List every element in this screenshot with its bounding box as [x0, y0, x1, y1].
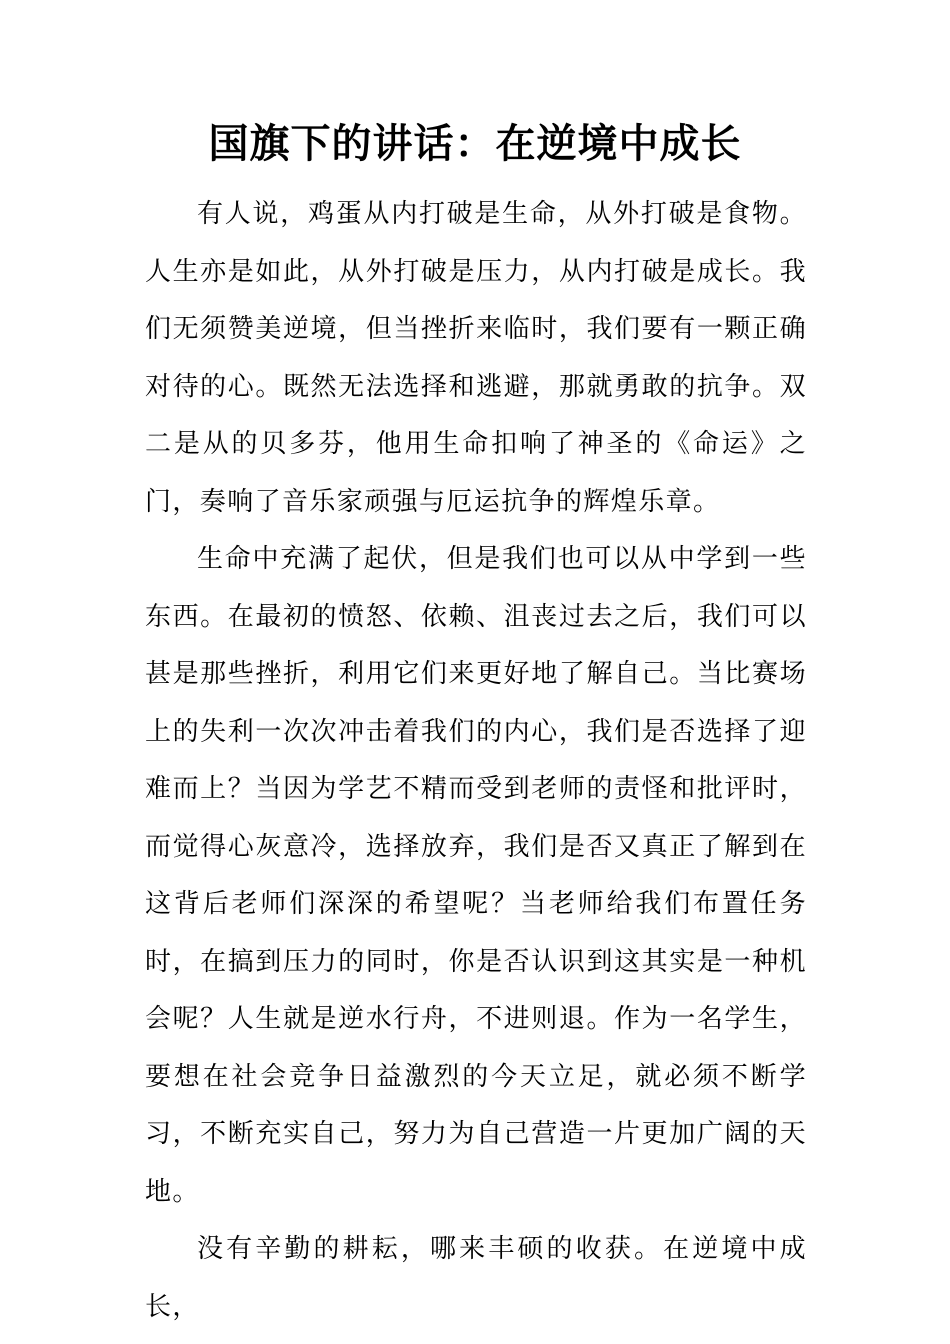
paragraph-1: 有人说，鸡蛋从内打破是生命，从外打破是食物。人生亦是如此，从外打破是压力，从内打破是成长。我们无须赞美逆境，但当挫折来临时，我们要有一颗正确对待的心。既然无法选择和逃避，那就勇敢的抗争。双二是从的贝多芬，他用生命扣响了神圣的《命运》之门，奏响了音乐家顽强与厄运抗争的辉煌乐章。: [145, 199, 807, 517]
paragraph-3: 没有辛勤的耕耘，哪来丰硕的收获。在逆境中成长，: [145, 1234, 807, 1322]
page-title: 国旗下的讲话：在逆境中成长: [208, 120, 742, 167]
document-body: [145, 186, 807, 1336]
paragraph-2: 生命中充满了起伏，但是我们也可以从中学到一些东西。在最初的愤怒、依赖、沮丧过去之后，我们可以甚是那些挫折，利用它们来更好地了解自己。当比赛场上的失利一次次冲击着我们的内心，我们是否选择了迎难而上？当因为学艺不精而受到老师的责怪和批评时，而觉得心灰意冷，选择放弃，我们是否又真正了解到在这背后老师们深深的希望呢？当老师给我们布置任务时，在搞到压力的同时，你是否认识到这其实是一种机会呢？人生就是逆水行舟，不进则退。作为一名学生，要想在社会竞争日益激烈的今天立足，就必须不断学习，不断充实自己，努力为自己营造一片更加广阔的天地。: [145, 544, 807, 1207]
